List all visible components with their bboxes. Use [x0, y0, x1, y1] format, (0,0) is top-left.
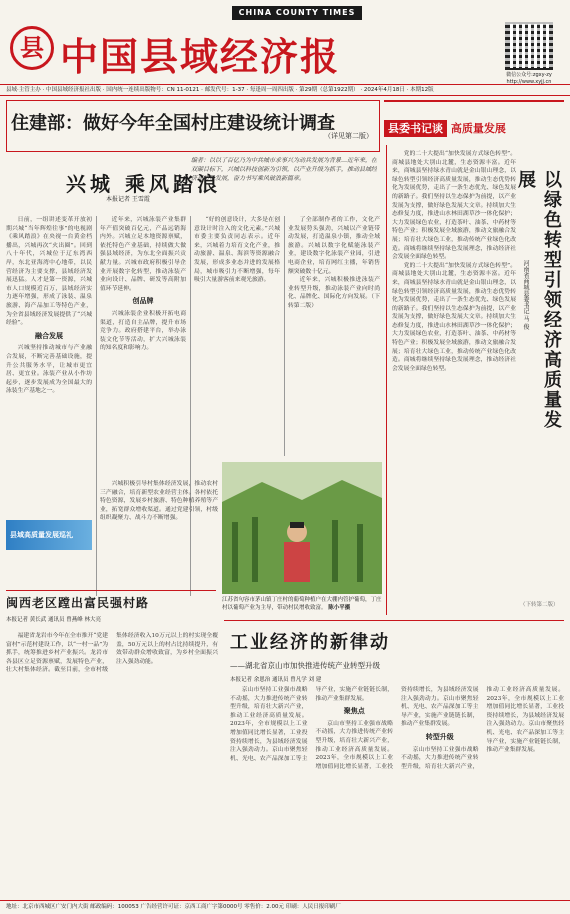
top-story-ref: （详见第二版）	[324, 132, 373, 140]
left-story-byline: 本报记者 黄长武 通讯员 曾燕峰 林大亮	[6, 617, 101, 623]
qr-caption: 微信公众号:zgxy-zy http://www.xyjj.cn	[506, 72, 552, 85]
photo-credit: 陈小平摄	[328, 605, 351, 611]
right-banner	[384, 120, 564, 140]
lead-col-3: “好的创意设计，大多是在创意设计时注入的文化元素。”兴城市委主要负责同志表示。近年来，兴城着力培育文化产业，推动旅游、温泉、海滨等资源融合发展，形成多业态并进的发展格局，城市吸引力不断增强，每年吸引大量游客前来观光旅游。	[194, 217, 280, 284]
right-story[interactable]	[230, 628, 560, 683]
right-column-continue[interactable]: （下转第二版）	[520, 602, 559, 608]
lead-col-1: 日前，一组讲述变革开放初期兴城“当年辉煌往事”的电视剧《乘风踏浪》在央视一台黄金档播出，兴城再次“火出圈”。回到八十年代，兴城位于辽东湾西岸，东北亚海湾中心地带，以民营经济为主要支撑，县域经济发展迅猛。人才是第一资源，兴城市人口规模近百万，县域经济实力逐年增强，形成了泳装、温泉旅游、海产品加工等特色产业，为全省县域经济发展提供了“兴城经验”。 融合发展 兴城坚持推动城市与产业融合发展，不断完善基础设施，提升公共服务水平，让城市更宜居、更宜业。泳装产业从小作坊起步，逐步发展成为全国最大的泳装生产基地之一。	[6, 217, 92, 395]
footer: 地址：北京市西城区广安门内大街 邮政编码：100053 广告经营许可证：京西工商广字第0000号 零售价：2.00元 印刷：人民日报印刷厂	[0, 900, 570, 914]
right-story-byline: 本报记者 余恩治 通讯员 曾凡学 刘 建	[230, 677, 322, 683]
mid-col-text: 兴城积极引导村集体经济发展，推动农村三产融合，培育新型农业经营主体。各村依托特色资源，发展乡村旅游、特色种植养殖等产业，拓宽群众增收渠道。通过党建引领，村级组织凝聚力、战斗力不断增强。	[100, 481, 218, 522]
left-story-headline: 闽西老区蹚出富民强村路	[6, 596, 150, 610]
photo-caption: 江苏省句容市茅山镇丁庄村的葡萄种植户在大棚内管护葡萄，丁庄村以葡萄产业为主导，带动村民增收致富。 陈小平摄	[222, 597, 382, 611]
banner-label: 县委书记谈	[384, 120, 447, 137]
news-photo[interactable]	[222, 462, 382, 594]
promo-banner[interactable]: 县域高质量发展巡礼	[6, 520, 92, 550]
right-column-text: 党的二十大提出“加快发展方式绿色转型”。商城县地处大别山北麓，生态资源丰富。近年来，商城县坚持绿水青山就是金山银山理念，以绿色转型引领经济高质量发展，推动生态优势转化为发展优势，走出了一条生态优先、绿色发展的新路子。我们坚持以生态保护为前提，以产业发展为支撑，做好绿色发展大文章。持续加大生态修复力度，推进山水林田湖草沙一体化保护；大力发展绿色农业，打造茶叶、油茶、中药材等特色产业；积极发展全域旅游，推动文旅融合发展；培育壮大绿色工业，推动传统产业绿色化改造。商城将继续坚持绿色发展理念，推动经济社会发展全面绿色转型。 党的二十大提出“加快发展方式绿色转型”。商城县地处大别山北麓，生态资源丰富。近年来，商城县坚持绿水青山就是金山银山理念，以绿色转型引领经济高质量发展，推动生态优势转化为发展优势，走出了一条生态优先、绿色发展的新路子。我们坚持以生态保护为前提，以产业发展为支撑，做好绿色发展大文章。持续加大生态修复力度，推进山水林田湖草沙一体化保护；大力发展绿色农业，打造茶叶、油茶、中药材等特色产业；积极发展全域旅游，推动文旅融合发展；培育壮大绿色工业，推动传统产业绿色化改造。商城将继续坚持绿色发展理念，推动经济社会发展全面绿色转型。	[392, 151, 516, 372]
left-bottom-text: 福建省龙岩市今年在全市推开“党建富村”示范村建设工作，以“一村一品”为抓手，统筹推进乡村产业振兴。龙岩市各县区立足资源禀赋，发展特色产业，壮大村集体经济。截至目前，全市村级集体经济收入10万元以上的村实现全覆盖，50万元以上的村占比持续提升，有效带动群众增收致富，为乡村全面振兴注入强劲动能。	[6, 633, 218, 674]
right-column-title[interactable]: 以绿色转型引领经济高质量发展	[515, 170, 562, 430]
lead-col-4: 了全部制作者的工作，文化产业发展势头强劲，兴城以产业链带动发展，打造温泉小镇，推动全域旅游。兴城以数字化赋能泳装产业，建设数字化泳装产业园，引进电商企业，培育网红主播，年销售额突破数十亿元。 近年来，兴城积极推进泳装产业转型升级，推动泳装产业向时尚化、品牌化、国际化方向发展。（下转第二版）	[288, 217, 380, 309]
top-story-headline: 住建部：做好今年全国村庄建设统计调查	[11, 113, 335, 134]
right-bottom-text: 京山市坚持工业强市战略不动摇，大力推进传统产业转型升级，培育壮大新兴产业，推动工业经济高质量发展。2023年，全市规模以上工业增加值同比增长显著，工业投资持续增长，为县域经济发展注入强劲动力。京山市聚焦轻机、光电、农产品深加工等主导产业，实施产业链链长制，推动产业集群发展。 聚焦点 京山市坚持工业强市战略不动摇，大力推进传统产业转型升级，培育壮大新兴产业，推动工业经济高质量发展。2023年，全市规模以上工业增加值同比增长显著，工业投资持续增长，为县域经济发展注入强劲动力。京山市聚焦轻机、光电、农产品深加工等主导产业，实施产业链链长制，推动产业集群发展。 转型升级 京山市坚持工业强市战略不动摇，大力推进传统产业转型升级，培育壮大新兴产业，推动工业经济高质量发展。2023年，全市规模以上工业增加值同比增长显著，工业投资持续增长，为县域经济发展注入强劲动力。京山市聚焦轻机、光电、农产品深加工等主导产业，实施产业链链长制，推动产业集群发展。	[230, 687, 564, 770]
right-story-subhead: ——湖北省京山市加快推进传统产业转型升级	[230, 661, 380, 670]
right-column-byline: 河南省商城县委书记 马 俊	[522, 260, 529, 330]
newspaper-logo-icon: 县	[10, 26, 54, 70]
banner-topic: 高质量发展	[450, 122, 506, 135]
site-url[interactable]: http://www.xyjj.cn	[506, 79, 552, 85]
masthead-english-name: CHINA COUNTY TIMES	[232, 6, 362, 20]
top-story-box[interactable]	[6, 100, 380, 152]
lead-col-2: 近年来，兴城泳装产业集群年产值突破百亿元，产品远销海内外。兴城立足本地资源禀赋，依托特色产业基础，持续做大做强县域经济，为东北全面振兴贡献力量。兴城市政府积极引导企业开展数字化转型，推动泳装产业向设计、品牌、研发等高附加值环节延伸。 创品牌 兴城泳装企业积极开拓电商渠道，打造自主品牌，提升市场竞争力。政府搭建平台，举办泳装文化节等活动，扩大兴城泳装的知名度和影响力。	[100, 217, 186, 352]
lead-headline: 兴城 乘风踏浪	[66, 172, 221, 196]
lead-byline: 本报记者 王雪霞	[106, 196, 150, 203]
issue-info-bar: 县域·主管主办 · 中国县域经济报社出版 · 国内统一连续出版物号：CN 11-0121 · 邮发代号：1-37 · 每逢周一周四出版 · 第29期（总第1922期） · 2024年4月18日 · 本期12版	[0, 84, 570, 96]
newspaper-title: 中国县域经济报	[60, 35, 341, 79]
lead-abstract: 编者：以以了百亿乃为中共城市求事兴为动兵发展为背景…近年来，在双碳目标下，兴城以科技创新为引领，以产业升级为抓手，推动县域经济高质量发展，奋力书写乘风破浪新篇章。	[191, 157, 377, 182]
right-story-headline: 工业经济的新律动	[230, 632, 390, 653]
masthead	[0, 0, 570, 90]
left-story[interactable]	[6, 594, 176, 624]
lead-story[interactable]	[6, 156, 380, 208]
